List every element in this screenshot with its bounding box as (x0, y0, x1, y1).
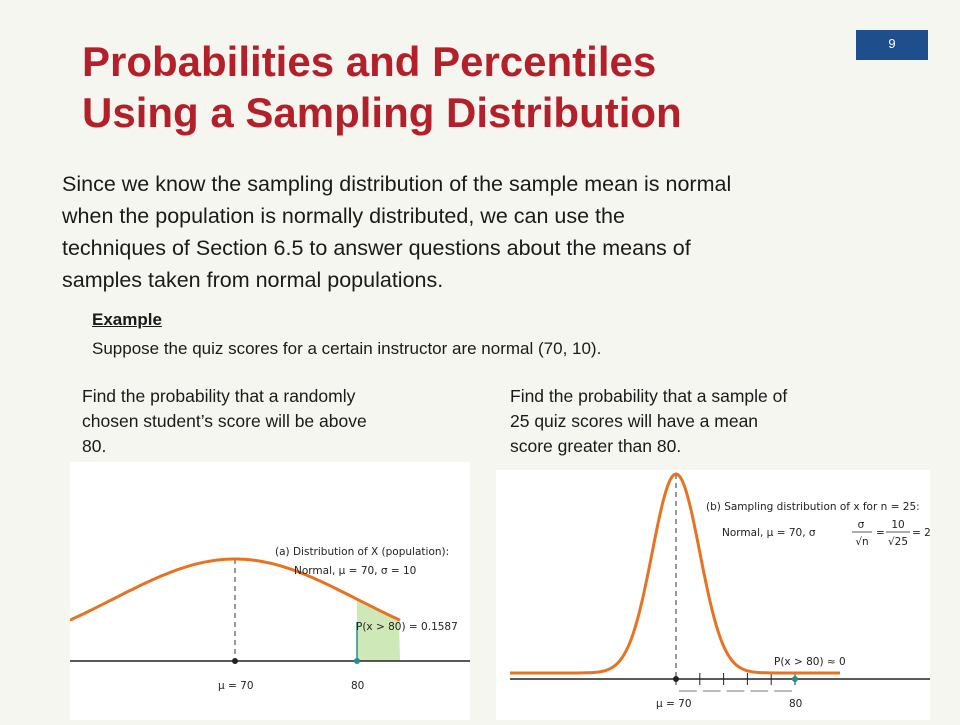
intro-paragraph (62, 168, 912, 296)
equals-sign: = (876, 527, 885, 539)
intro-line: when the population is normally distributed, we can use the (62, 204, 625, 228)
mean-marker (232, 658, 238, 664)
tick-label-mu (656, 698, 692, 710)
figure-population-distribution (70, 462, 470, 720)
tick-label-80: 80 (789, 698, 803, 710)
sampling-chart (496, 470, 930, 720)
slide-title-line-2: Using a Sampling Distribution (82, 89, 682, 136)
tick-label-mu: μ = 70 (218, 680, 254, 692)
intro-line: techniques of Section 6.5 to answer questions about the means of (62, 236, 691, 260)
tick-mu-symbol: μ (656, 698, 663, 710)
population-chart (70, 462, 470, 720)
caption-a-line-2: Normal, μ = 70, σ = 10 (294, 565, 417, 577)
question-right-line: score greater than 80. (510, 436, 682, 456)
frac1-denominator: √n (855, 536, 869, 548)
caption-b-mid: = 70, σ (773, 527, 816, 539)
cutoff-marker (792, 676, 798, 682)
intro-line: samples taken from normal populations. (62, 268, 444, 292)
frac2-numerator: 10 (891, 519, 905, 531)
frac1-numerator: σ (857, 519, 865, 531)
caption-b-line-1: (b) Sampling distribution of x for n = 25: (706, 501, 920, 513)
tick-mu-value: = 70 (662, 698, 692, 710)
mean-marker (673, 676, 679, 682)
example-heading: Example (92, 310, 162, 329)
question-right (510, 384, 920, 459)
sd-tick-group (676, 673, 795, 691)
caption-b-line-2 (722, 527, 816, 539)
question-right-line: 25 quiz scores will have a mean (510, 411, 759, 431)
probability-label-a: P(x > 80) = 0.1587 (356, 621, 458, 633)
slide-title (82, 36, 842, 138)
slide-number-badge: 9 (856, 30, 928, 60)
slide-title-line-1: Probabilities and Percentiles (82, 38, 657, 85)
intro-line: Since we know the sampling distribution of the sample mean is normal (62, 172, 732, 196)
tick-label-80: 80 (351, 680, 365, 692)
caption-a-line-1: (a) Distribution of X (population): (275, 546, 450, 558)
cutoff-marker (354, 658, 360, 664)
question-left-line: 80. (82, 436, 107, 456)
question-left (82, 384, 482, 459)
question-left-line: Find the probability that a randomly (82, 386, 356, 406)
equals-two: = 2 (912, 527, 930, 539)
figure-sampling-distribution (496, 470, 930, 720)
example-text: Suppose the quiz scores for a certain instructor are normal (70, 10). (92, 339, 602, 358)
caption-b-prefix: Normal, μ (722, 527, 774, 539)
question-left-line: chosen student’s score will be above (82, 411, 367, 431)
frac2-denominator: √25 (887, 536, 909, 548)
question-right-line: Find the probability that a sample of (510, 386, 788, 406)
probability-label-b: P(x > 80) ≈ 0 (774, 656, 846, 668)
